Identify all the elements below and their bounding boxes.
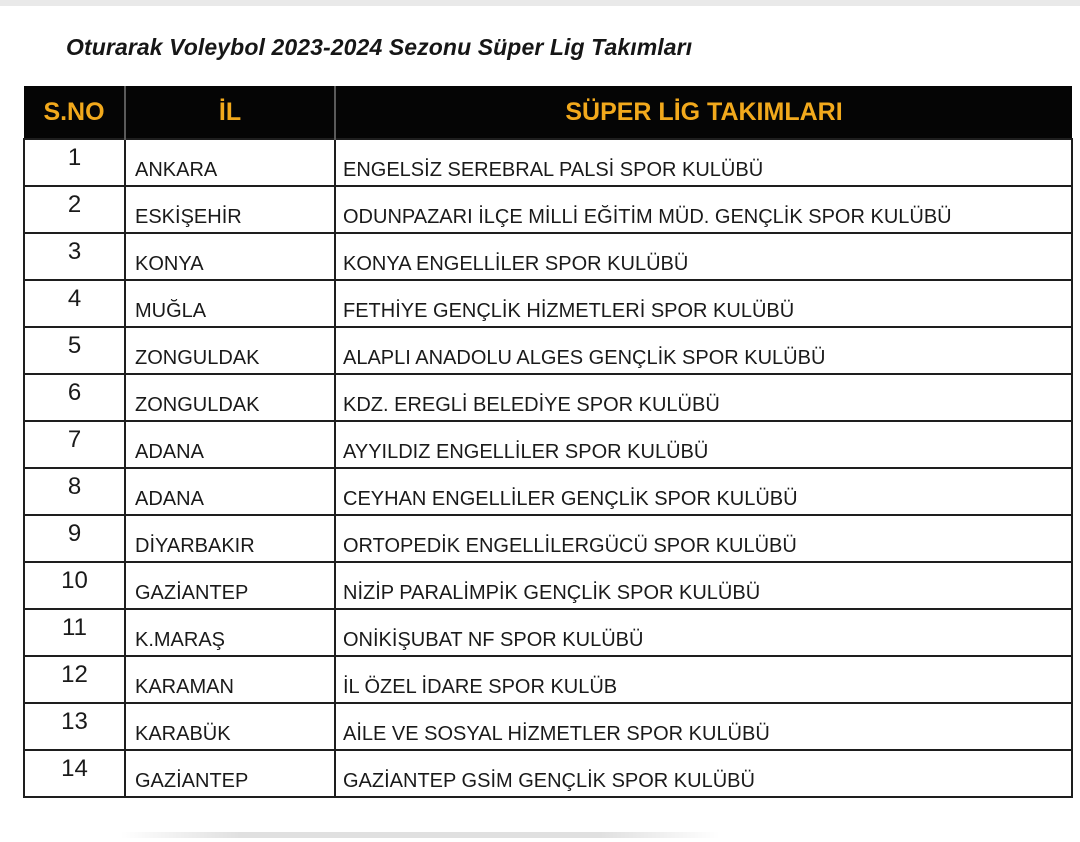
table-row — [24, 703, 1072, 750]
row-number-cell: 11 — [24, 609, 125, 656]
row-number-cell: 7 — [24, 421, 125, 468]
header-city: İL — [125, 86, 335, 139]
city-cell: K.MARAŞ — [125, 609, 335, 656]
document-title: Oturarak Voleybol 2023-2024 Sezonu Süper Lig Takımları — [66, 34, 693, 60]
bottom-blurred-text — [120, 832, 720, 838]
top-edge-band — [0, 0, 1080, 6]
table-row — [24, 609, 1072, 656]
team-name-cell: İL ÖZEL İDARE SPOR KULÜB — [335, 656, 1072, 703]
team-name-cell: GAZİANTEP GSİM GENÇLİK SPOR KULÜBÜ — [335, 750, 1072, 797]
row-number-cell: 8 — [24, 468, 125, 515]
table-row — [24, 656, 1072, 703]
team-name-cell: ENGELSİZ SEREBRAL PALSİ SPOR KULÜBÜ — [335, 139, 1072, 186]
table-row — [24, 374, 1072, 421]
header-sno: S.NO — [24, 86, 125, 139]
row-number-cell: 13 — [24, 703, 125, 750]
row-number-cell: 4 — [24, 280, 125, 327]
team-name-cell: AİLE VE SOSYAL HİZMETLER SPOR KULÜBÜ — [335, 703, 1072, 750]
row-number-cell: 1 — [24, 139, 125, 186]
city-cell: MUĞLA — [125, 280, 335, 327]
city-cell: ADANA — [125, 468, 335, 515]
table-row — [24, 515, 1072, 562]
row-number-cell: 12 — [24, 656, 125, 703]
team-name-cell: ALAPLI ANADOLU ALGES GENÇLİK SPOR KULÜBÜ — [335, 327, 1072, 374]
table-row — [24, 562, 1072, 609]
row-number-cell: 9 — [24, 515, 125, 562]
city-cell: GAZİANTEP — [125, 562, 335, 609]
city-cell: KARAMAN — [125, 656, 335, 703]
row-number-cell: 3 — [24, 233, 125, 280]
team-name-cell: ODUNPAZARI İLÇE MİLLİ EĞİTİM MÜD. GENÇLİK SPOR KULÜBÜ — [335, 186, 1072, 233]
table-row — [24, 468, 1072, 515]
city-cell: ANKARA — [125, 139, 335, 186]
team-name-cell: KDZ. EREGLİ BELEDİYE SPOR KULÜBÜ — [335, 374, 1072, 421]
city-cell: KARABÜK — [125, 703, 335, 750]
city-cell: DİYARBAKIR — [125, 515, 335, 562]
row-number-cell: 10 — [24, 562, 125, 609]
team-name-cell: NİZİP PARALİMPİK GENÇLİK SPOR KULÜBÜ — [335, 562, 1072, 609]
city-cell: ZONGULDAK — [125, 374, 335, 421]
header-teams: SÜPER LİG TAKIMLARI — [335, 86, 1072, 139]
city-cell: GAZİANTEP — [125, 750, 335, 797]
table-header-row — [24, 86, 1072, 139]
table-row — [24, 421, 1072, 468]
table-row — [24, 139, 1072, 186]
table-row — [24, 233, 1072, 280]
city-cell: ADANA — [125, 421, 335, 468]
team-name-cell: ORTOPEDİK ENGELLİLERGÜCÜ SPOR KULÜBÜ — [335, 515, 1072, 562]
table-row — [24, 186, 1072, 233]
city-cell: ZONGULDAK — [125, 327, 335, 374]
team-name-cell: ONİKİŞUBAT NF SPOR KULÜBÜ — [335, 609, 1072, 656]
table-body — [24, 139, 1072, 797]
table-row — [24, 750, 1072, 797]
table-row — [24, 280, 1072, 327]
team-name-cell: AYYILDIZ ENGELLİLER SPOR KULÜBÜ — [335, 421, 1072, 468]
team-name-cell: FETHİYE GENÇLİK HİZMETLERİ SPOR KULÜBÜ — [335, 280, 1072, 327]
city-cell: ESKİŞEHİR — [125, 186, 335, 233]
row-number-cell: 14 — [24, 750, 125, 797]
team-name-cell: CEYHAN ENGELLİLER GENÇLİK SPOR KULÜBÜ — [335, 468, 1072, 515]
row-number-cell: 2 — [24, 186, 125, 233]
row-number-cell: 5 — [24, 327, 125, 374]
city-cell: KONYA — [125, 233, 335, 280]
teams-table — [23, 86, 1073, 798]
row-number-cell: 6 — [24, 374, 125, 421]
table-row — [24, 327, 1072, 374]
team-name-cell: KONYA ENGELLİLER SPOR KULÜBÜ — [335, 233, 1072, 280]
